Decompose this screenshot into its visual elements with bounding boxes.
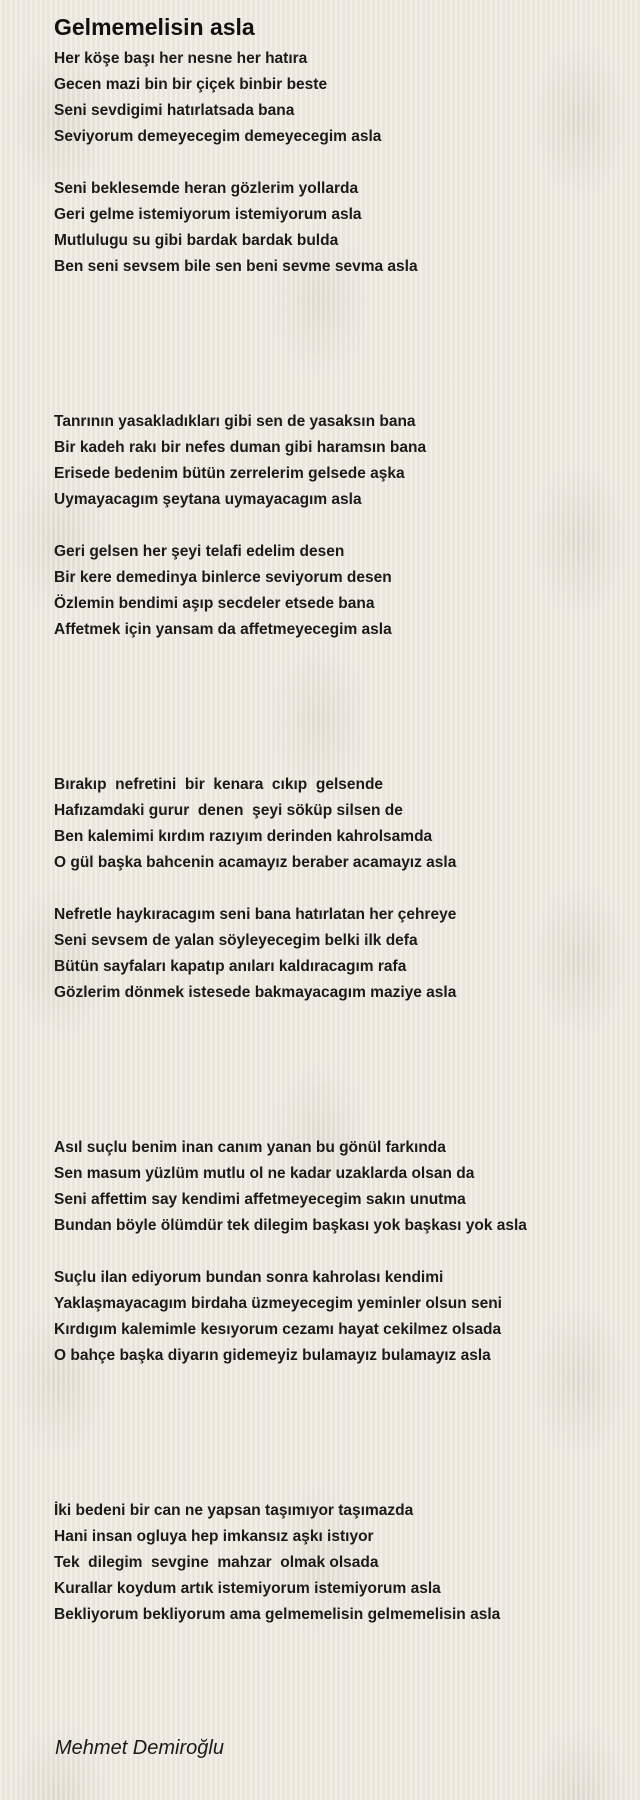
section-gap (54, 1006, 624, 1135)
poem-line: Gecen mazi bin bir çiçek binbir beste (54, 76, 328, 93)
poem-line: Seni affettim say kendimi affetmeyecegim sakın unutma (54, 1191, 466, 1208)
poem-line: Mutlulugu su gibi bardak bardak bulda (54, 232, 339, 249)
poem-line: Hani insan ogluya hep imkansız aşkı istıyor (54, 1528, 374, 1545)
section-gap (54, 643, 624, 772)
poem-line: Hafızamdaki gurur denen şeyi söküp silsen de (54, 802, 403, 819)
poem-line: Suçlu ilan ediyorum bundan sonra kahrolası kendimi (54, 1269, 444, 1286)
poem-line: Tek dilegim sevgine mahzar olmak olsada (54, 1554, 379, 1571)
poem-title: Gelmemelisin asla (54, 14, 255, 40)
stanza-gap (54, 150, 624, 176)
poem-line: Uymayacagım şeytana uymayacagım asla (54, 491, 362, 508)
poem-line: Kurallar koydum artık istemiyorum istemiyorum asla (54, 1580, 441, 1597)
poem-line: Ben kalemimi kırdım razıyım derinden kahrolsamda (54, 828, 433, 845)
poem-line: Seni beklesemde heran gözlerim yollarda (54, 180, 359, 197)
poem-line: Geri gelme istemiyorum istemiyorum asla (54, 206, 362, 223)
stanza-2 (54, 176, 624, 280)
poem-line: Bir kadeh rakı bir nefes duman gibi haramsın bana (54, 439, 427, 456)
stanza-gap (54, 876, 624, 902)
stanza-gap (54, 1239, 624, 1265)
stanza-6 (54, 902, 624, 1006)
poem-line: Seviyorum demeyecegim demeyecegim asla (54, 128, 382, 145)
poem-line: Seni sevdigimi hatırlatsada bana (54, 102, 295, 119)
poem-line: O gül başka bahcenin acamayız beraber acamayız asla (54, 854, 457, 871)
stanza-8 (54, 1265, 624, 1369)
stanza-1 (54, 46, 624, 150)
section-gap (54, 1369, 624, 1498)
poem-line: Her köşe başı her nesne her hatıra (54, 50, 308, 67)
stanza-5 (54, 772, 624, 876)
poem-line: Geri gelsen her şeyi telafi edelim desen (54, 543, 345, 560)
stanza-gap (54, 513, 624, 539)
poem-line: Bırakıp nefretini bir kenara cıkıp gelsende (54, 776, 384, 793)
poem-line: Ben seni sevsem bile sen beni sevme sevma asla (54, 258, 418, 275)
poem-line: İki bedeni bir can ne yapsan taşımıyor taşımazda (54, 1502, 414, 1519)
stanza-3 (54, 409, 624, 513)
poem-line: O bahçe başka diyarın gidemeyiz bulamayız bulamayız asla (54, 1347, 491, 1364)
poem-line: Sen masum yüzlüm mutlu ol ne kadar uzaklarda olsan da (54, 1165, 475, 1182)
poem-container (54, 8, 624, 1628)
poem-line: Asıl suçlu benim inan canım yanan bu gönül farkında (54, 1139, 446, 1156)
poem-line: Kırdıgım kalemimle kesıyorum cezamı hayat cekilmez olsada (54, 1321, 502, 1338)
poem-line: Yaklaşmayacagım birdaha üzmeyecegim yeminler olsun seni (54, 1295, 502, 1312)
poem-line: Bekliyorum bekliyorum ama gelmemelisin gelmemelisin asla (54, 1606, 501, 1623)
stanza-4 (54, 539, 624, 643)
poem-line: Tanrının yasakladıkları gibi sen de yasaksın bana (54, 413, 416, 430)
section-gap (54, 280, 624, 409)
poem-line: Gözlerim dönmek istesede bakmayacagım maziye asla (54, 984, 457, 1001)
poem-line: Seni sevsem de yalan söyleyecegim belki ilk defa (54, 932, 418, 949)
poem-line: Bir kere demedinya binlerce seviyorum desen (54, 569, 392, 586)
poem-line: Nefretle haykıracagım seni bana hatırlatan her çehreye (54, 906, 457, 923)
poem-author: Mehmet Demiroğlu (55, 1737, 224, 1759)
poem-line: Özlemin bendimi aşıp secdeler etsede bana (54, 595, 375, 612)
poem-line: Bütün sayfaları kapatıp anıları kaldıracagım rafa (54, 958, 407, 975)
stanza-7 (54, 1135, 624, 1239)
stanza-9 (54, 1498, 624, 1628)
poem-line: Affetmek için yansam da affetmeyecegim asla (54, 621, 392, 638)
poem-line: Erisede bedenim bütün zerrelerim gelsede aşka (54, 465, 405, 482)
poem-line: Bundan böyle ölümdür tek dilegim başkası yok başkası yok asla (54, 1217, 527, 1234)
